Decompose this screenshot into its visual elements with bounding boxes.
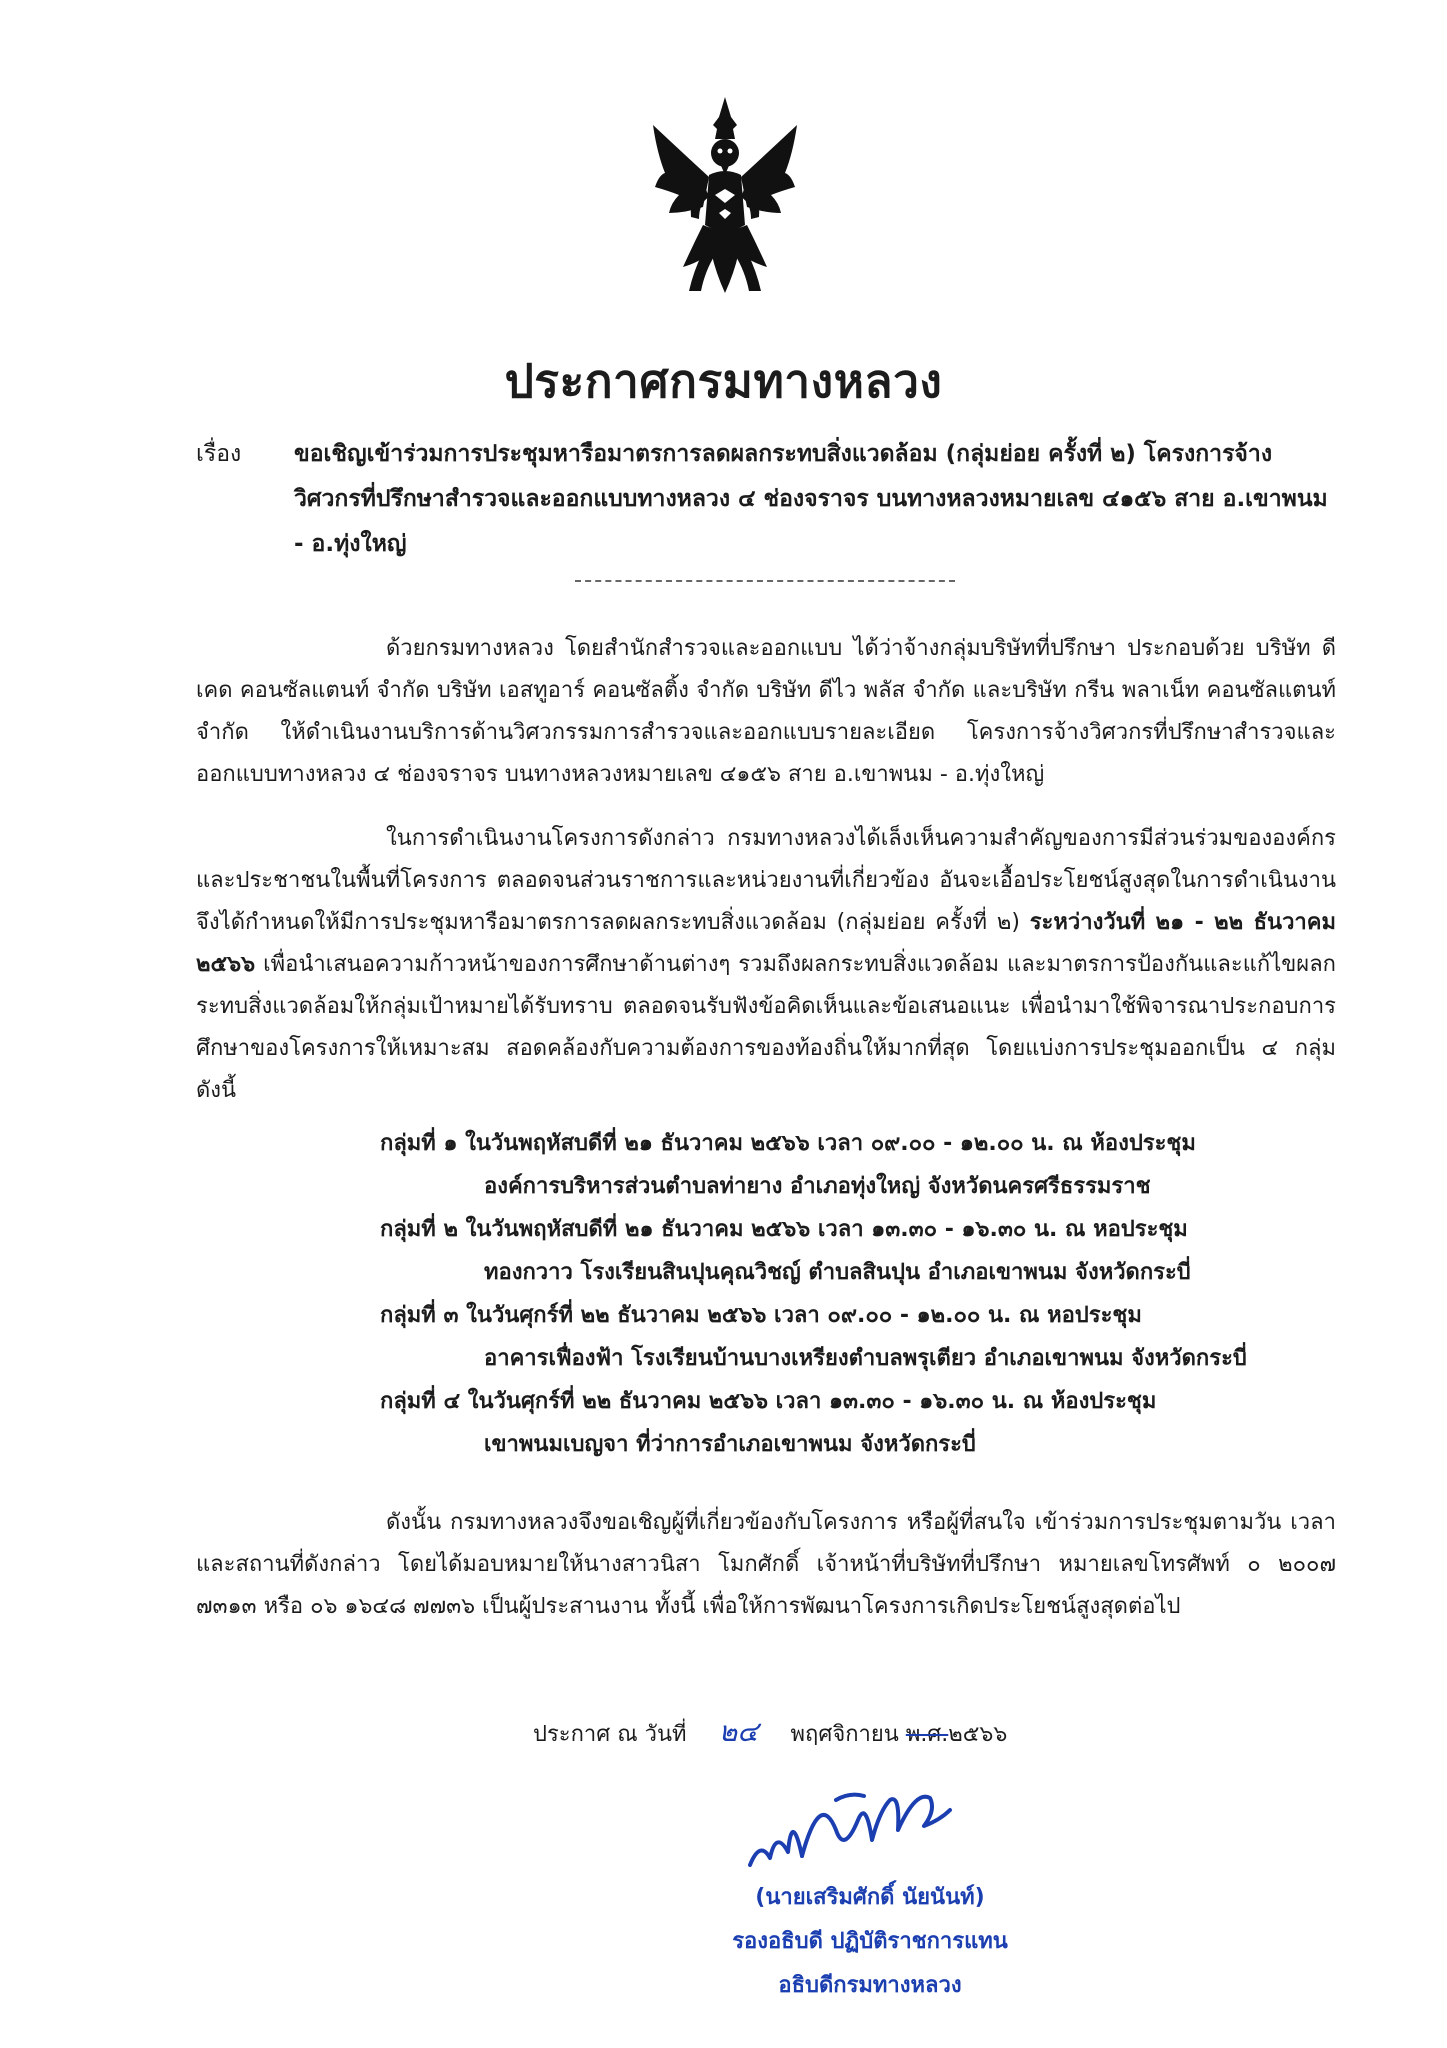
garuda-emblem-icon: [645, 95, 805, 305]
paragraph-intro: ด้วยกรมทางหลวง โดยสำนักสำรวจและออกแบบ ได้ว่าจ้างกลุ่มบริษัทที่ปรึกษา ประกอบด้วย บริษัท ดีเคด คอนซัลแตนท์ จำกัด บริษัท เอสทูอาร์ คอนซัลติ้ง จำกัด บริษัท ดีไว พลัส จำกัด และบริษัท กรีน พลาเน็ท คอนซัลแตนท์ จำกัด ให้ดำเนินงานบริการด้านวิศวกรรมการสำรวจและออกแบบรายละเอียด โครงการจ้างวิศวกรที่ปรึกษาสำรวจและออกแบบทางหลวง ๔ ช่องจราจร บนทางหลวงหมายเลข ๔๑๕๖ สาย อ.เขาพนม - อ.ทุ่งใหญ่: [196, 636, 1336, 787]
group-location: เขาพนมเบญจา ที่ว่าการอำเภอเขาพนม จังหวัดกระบี่: [484, 1432, 976, 1457]
group-location: องค์การบริหารส่วนตำบลท่ายาง อำเภอทุ่งใหญ่ จังหวัดนครศรีธรรมราช: [484, 1174, 1151, 1199]
handwritten-day: ๒๔: [718, 1715, 759, 1748]
group-schedule: กลุ่มที่ ๑ ในวันพฤหัสบดีที่ ๒๑ ธันวาคม ๒๕๖๖ เวลา ๐๙.๐๐ - ๑๒.๐๐ น. ณ ห้องประชุม: [380, 1131, 1196, 1156]
paragraph-meeting-after: เพื่อนำเสนอความก้าวหน้าของการศึกษาด้านต่างๆ รวมถึงผลกระทบสิ่งแวดล้อม และมาตรการป้องกันและแก้ไขผลกระทบสิ่งแวดล้อมให้กลุ่มเป้าหมายได้รับทราบ ตลอดจนรับฟังข้อคิดเห็นและข้อเสนอแนะ เพื่อนำมาใช้พิจารณาประกอบการศึกษาของโครงการให้เหมาะสม สอดคล้องกับความต้องการของท้องถิ่นให้มากที่สุด โดยแบ่งการประชุมออกเป็น ๔ กลุ่ม ดังนี้: [196, 952, 1336, 1103]
list-item: [380, 1208, 1340, 1294]
list-item: [380, 1294, 1340, 1380]
announce-prefix: ประกาศ ณ วันที่: [533, 1722, 687, 1747]
announce-year: ๒๕๖๖: [948, 1722, 1008, 1747]
signer-position: รองอธิบดี ปฏิบัติราชการแทน: [732, 1929, 1008, 1954]
subject-label: เรื่อง: [196, 441, 242, 467]
group-schedule: กลุ่มที่ ๒ ในวันพฤหัสบดีที่ ๒๑ ธันวาคม ๒๕๖๖ เวลา ๑๓.๓๐ - ๑๖.๓๐ น. ณ หอประชุม: [380, 1217, 1188, 1242]
group-schedule: กลุ่มที่ ๔ ในวันศุกร์ที่ ๒๒ ธันวาคม ๒๕๖๖ เวลา ๑๓.๓๐ - ๑๖.๓๐ น. ณ ห้องประชุม: [380, 1389, 1157, 1414]
subject-text: ขอเชิญเข้าร่วมการประชุมหารือมาตรการลดผลกระทบสิ่งแวดล้อม (กลุ่มย่อย ครั้งที่ ๒) โครงการจ้างวิศวกรที่ปรึกษาสำรวจและออกแบบทางหลวง ๔ ช่องจราจร บนทางหลวงหมายเลข ๔๑๕๖ สาย อ.เขาพนม - อ.ทุ่งใหญ่: [294, 441, 1328, 557]
group-location: อาคารเฟื่องฟ้า โรงเรียนบ้านบางเหรียงตำบลพรุเตียว อำเภอเขาพนม จังหวัดกระบี่: [484, 1346, 1247, 1371]
announce-month: พฤศจิกายน: [790, 1722, 899, 1747]
list-item: [380, 1122, 1340, 1208]
paragraph-invitation: ดังนั้น กรมทางหลวงจึงขอเชิญผู้ที่เกี่ยวข้องกับโครงการ หรือผู้ที่สนใจ เข้าร่วมการประชุมตามวัน เวลา และสถานที่ดังกล่าว โดยได้มอบหมายให้นางสาวนิสา โมกศักดิ์ เจ้าหน้าที่บริษัทที่ปรึกษา หมายเลขโทรศัพท์ ๐ ๒๐๐๗ ๗๓๑๓ หรือ ๐๖ ๑๖๔๘ ๗๗๓๖ เป็นผู้ประสานงาน ทั้งนี้ เพื่อให้การพัฒนาโครงการเกิดประโยชน์สูงสุดต่อไป: [196, 1510, 1336, 1619]
signature-icon: [740, 1770, 960, 1880]
list-item: [380, 1380, 1340, 1466]
meeting-groups-list: [380, 1122, 1340, 1466]
subject-block: [196, 432, 1336, 567]
group-schedule: กลุ่มที่ ๓ ในวันศุกร์ที่ ๒๒ ธันวาคม ๒๕๖๖ เวลา ๐๙.๐๐ - ๑๒.๐๐ น. ณ หอประชุม: [380, 1303, 1142, 1328]
document-title: ประกาศกรมทางหลวง: [504, 354, 943, 408]
divider: [575, 580, 955, 582]
group-location: ทองกวาว โรงเรียนสินปุนคุณวิชญ์ ตำบลสินปุน อำเภอเขาพนม จังหวัดกระบี่: [484, 1260, 1191, 1285]
signer-name: (นายเสริมศักดิ์ นัยนันท์): [755, 1885, 985, 1910]
paragraph-meeting: [196, 818, 1336, 1112]
paragraph-meeting-before: ในการดำเนินงานโครงการดังกล่าว กรมทางหลวงได้เล็งเห็นความสำคัญของการมีส่วนร่วมขององค์กรและประชาชนในพื้นที่โครงการ ตลอดจนส่วนราชการและหน่วยงานที่เกี่ยวข้อง อันจะเอื้อประโยชน์สูงสุดในการดำเนินงาน จึงได้กำหนดให้มีการประชุมหารือมาตรการลดผลกระทบสิ่งแวดล้อม (กลุ่มย่อย ครั้งที่ ๒): [196, 826, 1336, 935]
signer-organization: อธิบดีกรมทางหลวง: [778, 1973, 962, 1998]
announce-era: พ.ศ.: [905, 1722, 949, 1747]
meeting-date-range: ระหว่างวันที่ ๒๑ - ๒๒ ธันวาคม ๒๕๖๖: [196, 910, 1337, 977]
announcement-date: [533, 1712, 1007, 1755]
